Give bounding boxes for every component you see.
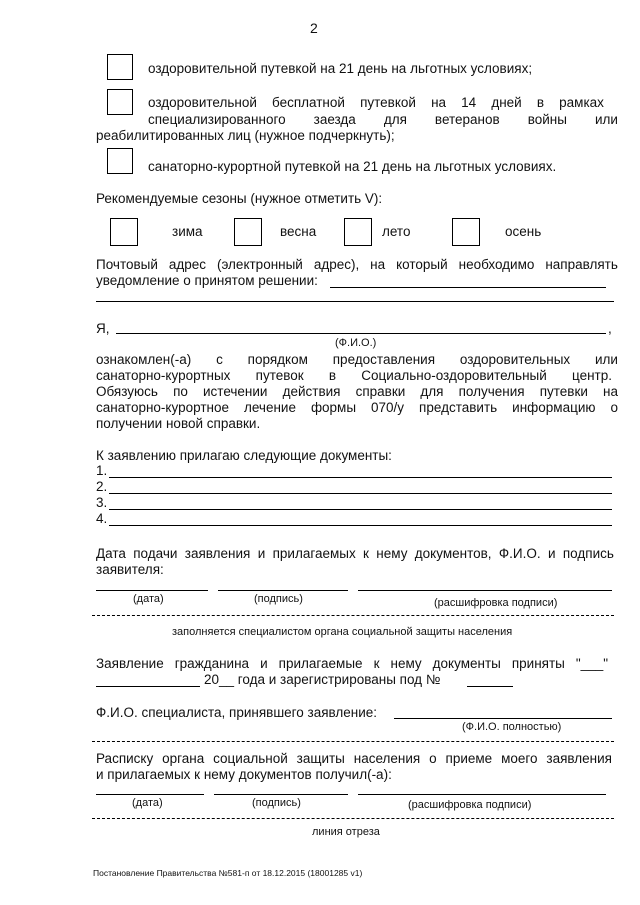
ya-comma: , [608,321,612,336]
receipt-signature-caption: (подпись) [252,797,301,809]
receipt-signature-line[interactable] [214,794,348,795]
address-input-line[interactable] [330,287,606,288]
season-autumn-label: осень [505,224,542,239]
address-line-1: Почтовый адрес (электронный адрес), на который необходимо направлять [96,257,618,272]
option-2-line-1: оздоровительной бесплатной путевкой на 14 дней в рамках [148,95,604,110]
acknowledge-line-2: санаторно-курортных путевок в Социально-оздоровительный центр. [96,368,612,383]
submission-decoding-caption: (расшифровка подписи) [434,597,558,609]
checkbox-option-2[interactable] [107,89,133,115]
checkbox-option-1[interactable] [107,54,133,80]
specialist-fio-line[interactable] [394,718,612,719]
option-3-text: санаторно-курортной путевкой на 21 день на льготных условиях. [148,159,557,174]
document-line-4[interactable] [109,525,612,526]
registration-number-line[interactable] [467,686,513,687]
acknowledge-line-3: Обязуюсь по истечении действия справки для получения путевки на [96,384,618,399]
checkbox-option-3[interactable] [107,148,133,174]
checkbox-season-winter[interactable] [110,218,138,246]
acknowledge-line-4: санаторно-курортное лечение формы 070/у представить информацию о [96,400,618,415]
seasons-heading: Рекомендуемые сезоны (нужное отметить V): [96,191,383,206]
document-number-4: 4. [96,511,108,526]
ya-label: Я, [96,321,110,336]
address-line-2: уведомление о принятом решении: [96,273,318,288]
cut-line-dashed [92,818,614,819]
specialist-fio-caption: (Ф.И.О. полностью) [462,721,562,733]
acknowledge-line-5: получении новой справки. [96,416,261,431]
submission-signature-caption: (подпись) [254,593,303,605]
accepted-year-text: 20__ года и зарегистрированы под № [204,672,441,687]
separator-dashed-1 [92,615,614,616]
document-line-1[interactable] [109,477,612,478]
season-summer-label: лето [382,224,411,239]
fio-input-line[interactable] [116,333,606,334]
specialist-note: заполняется специалистом органа социальной защиты населения [172,626,513,638]
receipt-decoding-line[interactable] [358,794,606,795]
accepted-month-line[interactable] [96,686,200,687]
acknowledge-line-1: ознакомлен(-а) с порядком предоставления оздоровительных или [96,352,618,367]
document-number-2: 2. [96,479,108,494]
submission-date-line[interactable] [96,590,208,591]
cut-line-label: линия отреза [312,826,380,838]
specialist-fio-label: Ф.И.О. специалиста, принявшего заявление: [96,705,378,720]
submission-line-1: Дата подачи заявления и прилагаемых к нему документов, Ф.И.О. и подпись [96,546,614,561]
receipt-line-1: Расписку органа социальной защиты населения о приеме моего заявления [96,751,612,766]
season-winter-label: зима [172,224,203,239]
checkbox-season-spring[interactable] [234,218,262,246]
receipt-decoding-caption: (расшифровка подписи) [408,799,532,811]
document-line-2[interactable] [109,493,612,494]
accepted-line-1: Заявление гражданина и прилагаемые к нему документы приняты "___" [96,656,608,671]
receipt-line-2: и прилагаемых к нему документов получил(-а): [96,767,392,782]
submission-decoding-line[interactable] [358,590,612,591]
submission-line-2: заявителя: [96,562,164,577]
option-2-line-2: специализированного заезда для ветеранов войны или [148,112,618,127]
checkbox-season-autumn[interactable] [452,218,480,246]
documents-heading: К заявлению прилагаю следующие документы: [96,448,392,463]
option-1-text: оздоровительной путевкой на 21 день на льготных условиях; [148,61,533,76]
receipt-date-caption: (дата) [132,797,163,809]
receipt-date-line[interactable] [96,794,204,795]
separator-dashed-2 [92,741,614,742]
footer-reference: Постановление Правительства №581-п от 18.12.2015 (18001285 v1) [93,868,363,878]
submission-date-caption: (дата) [133,593,164,605]
season-spring-label: весна [280,224,317,239]
document-number-1: 1. [96,463,108,478]
fio-caption: (Ф.И.О.) [335,337,377,349]
document-number-3: 3. [96,495,108,510]
address-input-line-2[interactable] [96,301,614,302]
checkbox-season-summer[interactable] [344,218,372,246]
page-number: 2 [310,20,318,36]
document-line-3[interactable] [109,509,612,510]
submission-signature-line[interactable] [218,590,348,591]
option-2-line-3: реабилитированных лиц (нужное подчеркнуть); [96,128,395,143]
